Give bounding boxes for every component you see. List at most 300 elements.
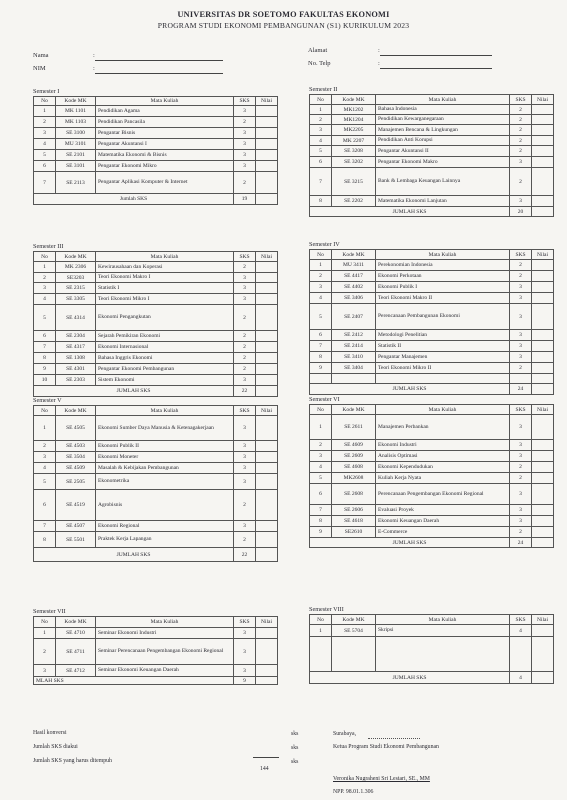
grade-cell[interactable]	[256, 353, 278, 364]
row-no: 2	[34, 273, 56, 283]
table-row	[310, 451, 554, 462]
course-code: SE 4519	[56, 490, 96, 521]
table-row	[310, 260, 554, 271]
course-name: Matematika Ekonomi Lanjutan	[376, 196, 510, 207]
grade-cell[interactable]	[532, 168, 554, 196]
course-name: Ekonomi Publik I	[376, 282, 510, 293]
course-name: Ekonomi Industri	[376, 440, 510, 451]
total-nilai[interactable]	[532, 384, 554, 395]
table-row	[310, 196, 554, 207]
course-sks: 4	[510, 625, 532, 637]
grade-cell[interactable]	[256, 375, 278, 386]
row-no: 6	[34, 161, 56, 172]
column-nilai: Nilai	[256, 406, 278, 416]
grade-cell[interactable]	[256, 474, 278, 490]
course-sks: 2	[510, 105, 532, 115]
row-no: 5	[310, 473, 332, 484]
course-sks: 2	[510, 168, 532, 196]
grade-cell[interactable]	[256, 463, 278, 474]
grade-cell[interactable]	[256, 342, 278, 353]
semester-table	[309, 249, 554, 395]
course-sks: 2	[510, 146, 532, 157]
row-no: 1	[310, 105, 332, 115]
column-kode: Kode MK	[332, 250, 376, 260]
total-sks: 22	[234, 548, 256, 562]
course-code: SE 3305	[56, 294, 96, 305]
grade-cell[interactable]	[532, 440, 554, 451]
grade-cell[interactable]	[256, 150, 278, 161]
column-mata-kuliah: Mata Kuliah	[376, 250, 510, 260]
table-row	[34, 416, 278, 441]
course-sks: 2	[510, 125, 532, 136]
semester-table	[33, 616, 278, 685]
course-sks: 3	[234, 665, 256, 677]
course-code: SE 4712	[56, 665, 96, 677]
row-no: 2	[310, 271, 332, 282]
row-no: 5	[34, 150, 56, 161]
nama-row: Nama :	[33, 52, 233, 62]
semester-title: Semester II	[309, 86, 338, 93]
row-no: 7	[34, 172, 56, 194]
course-sks: 3	[510, 451, 532, 462]
row-no: 9	[34, 364, 56, 375]
telp-label: No. Telp	[308, 60, 331, 67]
blank-row	[310, 374, 554, 384]
row-no: 7	[310, 168, 332, 196]
grade-cell[interactable]	[256, 639, 278, 665]
row-no: 9	[310, 363, 332, 374]
grade-cell[interactable]	[532, 157, 554, 168]
row-no: 1	[310, 260, 332, 271]
grade-cell[interactable]	[532, 516, 554, 527]
row-no: 2	[310, 115, 332, 125]
telp-field[interactable]	[380, 68, 492, 69]
total-label: JUMLAH SKS	[310, 672, 510, 684]
course-sks: 2	[234, 331, 256, 342]
course-name: Teori Ekonomi Mikro II	[376, 363, 510, 374]
row-no: 4	[310, 293, 332, 304]
grade-cell[interactable]	[532, 282, 554, 293]
row-no: 9	[310, 527, 332, 538]
total-sks: 22	[234, 386, 256, 397]
course-name: Agrobisnis	[96, 490, 234, 521]
grade-cell[interactable]	[256, 117, 278, 128]
column-no: No	[34, 252, 56, 262]
surabaya-label: Surabaya,	[333, 731, 357, 737]
blank-cell	[310, 374, 332, 384]
course-code: SE 2412	[332, 330, 376, 341]
total-sks: 20	[510, 207, 532, 217]
column-kode: Kode MK	[56, 97, 96, 106]
table-row	[34, 375, 278, 386]
table-row	[310, 484, 554, 505]
blank-cell	[532, 637, 554, 672]
grade-cell[interactable]	[532, 352, 554, 363]
grade-cell[interactable]	[532, 341, 554, 352]
grade-cell[interactable]	[256, 521, 278, 532]
course-name: E-Commerce	[376, 527, 510, 538]
date-line[interactable]	[368, 738, 420, 739]
total-sks: 9	[234, 677, 256, 685]
course-sks: 3	[510, 330, 532, 341]
table-row	[34, 463, 278, 474]
row-no: 2	[310, 440, 332, 451]
course-name: Pengantar Bisnis	[96, 128, 234, 139]
course-code: MK 2207	[332, 136, 376, 146]
table-row	[34, 262, 278, 273]
course-sks: 3	[510, 341, 532, 352]
column-sks: SKS	[234, 617, 256, 628]
course-code: SE 3406	[332, 293, 376, 304]
total-nilai[interactable]	[256, 194, 278, 205]
course-code: SE 4402	[332, 282, 376, 293]
column-mata-kuliah: Mata Kuliah	[376, 615, 510, 625]
course-name: Pendidikan Pancasila	[96, 117, 234, 128]
course-code: SE 3215	[332, 168, 376, 196]
row-no: 3	[34, 283, 56, 294]
course-sks: 2	[234, 342, 256, 353]
grade-cell[interactable]	[256, 665, 278, 677]
table-header-row	[310, 250, 554, 260]
semester-table	[309, 404, 554, 548]
course-code: SE 3101	[56, 161, 96, 172]
university-title: UNIVERSITAS DR SOETOMO FAKULTAS EKONOMI	[177, 10, 390, 19]
table-row	[310, 473, 554, 484]
course-code: SE 4314	[56, 305, 96, 331]
nim-row: NIM :	[33, 65, 233, 75]
total-sks: 24	[510, 384, 532, 395]
course-code: SE 4608	[332, 462, 376, 473]
course-code: SE 5501	[56, 532, 96, 548]
course-code: SE 2608	[332, 484, 376, 505]
row-no: 3	[310, 125, 332, 136]
column-sks: SKS	[510, 95, 532, 105]
course-name: Perencanaan Pengembangan Ekonomi Regional	[376, 484, 510, 505]
table-header-row	[34, 617, 278, 628]
course-sks: 3	[234, 150, 256, 161]
course-code: SE 2315	[56, 283, 96, 294]
row-no: 1	[310, 415, 332, 440]
total-row	[34, 386, 278, 397]
course-sks: 3	[234, 106, 256, 117]
course-sks: 2	[234, 305, 256, 331]
column-kode: Kode MK	[56, 252, 96, 262]
course-sks: 3	[234, 273, 256, 283]
total-nilai[interactable]	[256, 677, 278, 685]
column-no: No	[34, 617, 56, 628]
total-row	[34, 677, 278, 685]
grade-cell[interactable]	[532, 105, 554, 115]
course-code: SE 4317	[56, 342, 96, 353]
course-name: Ekonomi Internasional	[96, 342, 234, 353]
course-name: Ekonomi Keuangan Daerah	[376, 516, 510, 527]
kaprodi-title: Ketua Program Studi Ekonomi Pembangunan	[333, 744, 439, 750]
course-sks: 3	[234, 452, 256, 463]
column-no: No	[34, 406, 56, 416]
course-code: MK 1101	[56, 106, 96, 117]
table-header-row	[310, 405, 554, 415]
row-no: 5	[34, 305, 56, 331]
grade-cell[interactable]	[532, 136, 554, 146]
table-row	[34, 172, 278, 194]
column-mata-kuliah: Mata Kuliah	[96, 252, 234, 262]
row-no: 4	[34, 139, 56, 150]
blank-cell	[332, 637, 376, 672]
table-row	[34, 628, 278, 639]
course-code: SE 2113	[56, 172, 96, 194]
grade-cell[interactable]	[532, 625, 554, 637]
grade-cell[interactable]	[532, 330, 554, 341]
row-no: 6	[310, 484, 332, 505]
column-mata-kuliah: Mata Kuliah	[96, 617, 234, 628]
course-name: Skripsi	[376, 625, 510, 637]
total-nilai[interactable]	[256, 548, 278, 562]
course-name: Pendidikan Kewarganegaraan	[376, 115, 510, 125]
column-kode: Kode MK	[56, 406, 96, 416]
course-sks: 3	[234, 639, 256, 665]
row-no: 8	[34, 532, 56, 548]
table-row	[310, 516, 554, 527]
course-name: Masalah & Kebijakan Pembangunan	[96, 463, 234, 474]
grade-cell[interactable]	[256, 273, 278, 283]
blank-cell	[376, 637, 510, 672]
grade-cell[interactable]	[532, 484, 554, 505]
alamat-label: Alamat	[308, 47, 328, 54]
column-nilai: Nilai	[532, 250, 554, 260]
alamat-field[interactable]	[380, 55, 492, 56]
course-name: Manajemen Perbankan	[376, 415, 510, 440]
course-name: Ekonomi Kependudukan	[376, 462, 510, 473]
table-row	[310, 146, 554, 157]
grade-cell[interactable]	[532, 505, 554, 516]
course-code: MK1202	[332, 105, 376, 115]
course-name: Manajemen Bencana & Lingkungan	[376, 125, 510, 136]
row-no: 1	[34, 628, 56, 639]
grade-cell[interactable]	[256, 106, 278, 117]
column-sks: SKS	[234, 97, 256, 106]
kaprodi-name: Veronika Nugraheni Sri Lestari, SE., MM	[333, 776, 430, 782]
column-no: No	[310, 250, 332, 260]
course-name: Teori Ekonomi Makro II	[376, 293, 510, 304]
table-row	[34, 273, 278, 283]
table-row	[310, 363, 554, 374]
course-name: Statistik II	[376, 341, 510, 352]
course-code: SE 1308	[56, 353, 96, 364]
course-sks: 2	[234, 532, 256, 548]
table-row	[34, 117, 278, 128]
grade-cell[interactable]	[256, 490, 278, 521]
total-label: JUMLAH SKS	[34, 548, 234, 562]
row-no: 8	[34, 353, 56, 364]
sks-unit: sks	[291, 745, 299, 751]
course-code: SE 2304	[56, 331, 96, 342]
course-name: Ekonomi Sumber Daya Manusia & Ketenagakerjaan	[96, 416, 234, 441]
course-code: SE 2609	[332, 451, 376, 462]
table-header-row	[34, 252, 278, 262]
semester-table	[309, 94, 554, 217]
table-header-row	[34, 97, 278, 106]
course-sks: 3	[510, 484, 532, 505]
row-no: 1	[34, 416, 56, 441]
table-row	[310, 168, 554, 196]
course-code: SE 4505	[56, 416, 96, 441]
row-no: 7	[34, 521, 56, 532]
grade-cell[interactable]	[532, 196, 554, 207]
course-sks: 3	[510, 516, 532, 527]
course-sks: 2	[510, 473, 532, 484]
grade-cell[interactable]	[256, 262, 278, 273]
grade-cell[interactable]	[256, 294, 278, 305]
hasil-konversi-label: Hasil konversi	[33, 730, 67, 736]
total-label: Jumlah SKS	[34, 194, 234, 205]
table-row	[34, 139, 278, 150]
program-title: PROGRAM STUDI EKONOMI PEMBANGUNAN (S1) KURIKULUM 2023	[157, 21, 410, 30]
column-sks: SKS	[234, 252, 256, 262]
course-name: Seminar Ekonomi Keuangan Daerah	[96, 665, 234, 677]
course-name: Teori Ekonomi Makro I	[96, 273, 234, 283]
total-label: JUMLAH SKS	[310, 384, 510, 395]
column-nilai: Nilai	[532, 615, 554, 625]
grade-cell[interactable]	[532, 146, 554, 157]
semester-table	[33, 405, 278, 562]
course-code: SE 3410	[332, 352, 376, 363]
course-sks: 3	[234, 283, 256, 294]
total-row	[310, 672, 554, 684]
course-sks: 2	[234, 117, 256, 128]
total-label: JUMLAH SKS	[310, 207, 510, 217]
course-name: Perekonomian Indonesia	[376, 260, 510, 271]
course-sks: 3	[234, 474, 256, 490]
grade-cell[interactable]	[532, 115, 554, 125]
course-code: MK 1103	[56, 117, 96, 128]
grade-cell[interactable]	[532, 473, 554, 484]
table-row	[34, 639, 278, 665]
grade-cell[interactable]	[256, 331, 278, 342]
column-nilai: Nilai	[256, 252, 278, 262]
course-code: SE 2407	[332, 304, 376, 330]
nama-field[interactable]	[95, 60, 223, 61]
column-sks: SKS	[510, 405, 532, 415]
grade-cell[interactable]	[532, 527, 554, 538]
course-code: SE 4710	[56, 628, 96, 639]
course-name: Ekonomi Pengangkutan	[96, 305, 234, 331]
course-name: Pengantar Akuntansi I	[96, 139, 234, 150]
semester-table	[33, 251, 278, 397]
column-no: No	[310, 95, 332, 105]
column-sks: SKS	[234, 406, 256, 416]
table-header-row	[310, 95, 554, 105]
grade-cell[interactable]	[256, 283, 278, 294]
course-name: Sejarah Pemikiran Ekonomi	[96, 331, 234, 342]
row-no: 6	[34, 490, 56, 521]
table-row	[310, 304, 554, 330]
row-no: 1	[34, 262, 56, 273]
semester-title: Semester VII	[33, 608, 66, 615]
grade-cell[interactable]	[532, 462, 554, 473]
table-row	[310, 462, 554, 473]
course-code: MU 3411	[332, 260, 376, 271]
column-no: No	[34, 97, 56, 106]
course-name: Pengantar Ekonomi Mikro	[96, 161, 234, 172]
course-name: Pengantar Ekonomi Makro	[376, 157, 510, 168]
course-code: SE2610	[332, 527, 376, 538]
course-sks: 3	[234, 161, 256, 172]
row-no: 6	[34, 331, 56, 342]
grade-cell[interactable]	[256, 628, 278, 639]
total-nilai[interactable]	[532, 672, 554, 684]
table-row	[34, 342, 278, 353]
table-row	[310, 415, 554, 440]
total-nilai[interactable]	[256, 386, 278, 397]
grade-cell[interactable]	[256, 128, 278, 139]
grade-cell[interactable]	[256, 305, 278, 331]
row-no: 8	[310, 196, 332, 207]
row-no: 1	[34, 106, 56, 117]
grade-cell[interactable]	[532, 125, 554, 136]
row-no: 4	[310, 136, 332, 146]
row-no: 7	[310, 341, 332, 352]
total-sks-value: 144	[260, 766, 269, 772]
grade-cell[interactable]	[256, 161, 278, 172]
total-nilai[interactable]	[532, 207, 554, 217]
grade-cell[interactable]	[532, 304, 554, 330]
grade-cell[interactable]	[532, 260, 554, 271]
total-nilai[interactable]	[532, 538, 554, 548]
course-name: Pendidikan Agama	[96, 106, 234, 117]
grade-cell[interactable]	[256, 172, 278, 194]
grade-cell[interactable]	[532, 363, 554, 374]
nim-field[interactable]	[95, 73, 223, 74]
column-mata-kuliah: Mata Kuliah	[376, 95, 510, 105]
grade-cell[interactable]	[532, 271, 554, 282]
total-sks: 4	[510, 672, 532, 684]
grade-cell[interactable]	[532, 415, 554, 440]
grade-cell[interactable]	[256, 416, 278, 441]
table-row	[310, 115, 554, 125]
course-code: SE 3100	[56, 128, 96, 139]
blank-cell	[510, 637, 532, 672]
row-no: 3	[34, 665, 56, 677]
grade-cell[interactable]	[256, 452, 278, 463]
table-row	[310, 505, 554, 516]
course-name: Kuliah Kerja Nyata	[376, 473, 510, 484]
course-code: MU 3101	[56, 139, 96, 150]
course-code: SE 4417	[332, 271, 376, 282]
grade-cell[interactable]	[532, 293, 554, 304]
alamat-row: Alamat :	[308, 47, 508, 57]
row-no: 10	[34, 375, 56, 386]
semester-title: Semester III	[33, 243, 64, 250]
table-row	[310, 157, 554, 168]
table-header-row	[310, 615, 554, 625]
grade-cell[interactable]	[532, 451, 554, 462]
grade-cell[interactable]	[256, 441, 278, 452]
table-row	[34, 128, 278, 139]
grade-cell[interactable]	[256, 532, 278, 548]
grade-cell[interactable]	[256, 139, 278, 150]
row-no: 4	[34, 294, 56, 305]
column-mata-kuliah: Mata Kuliah	[96, 406, 234, 416]
course-code: SE 3504	[56, 452, 96, 463]
course-code: MK 2306	[56, 262, 96, 273]
semester-title: Semester VIII	[309, 606, 344, 613]
row-no: 2	[34, 117, 56, 128]
column-mata-kuliah: Mata Kuliah	[376, 405, 510, 415]
table-row	[310, 125, 554, 136]
grade-cell[interactable]	[256, 364, 278, 375]
column-sks: SKS	[510, 615, 532, 625]
table-row	[310, 352, 554, 363]
